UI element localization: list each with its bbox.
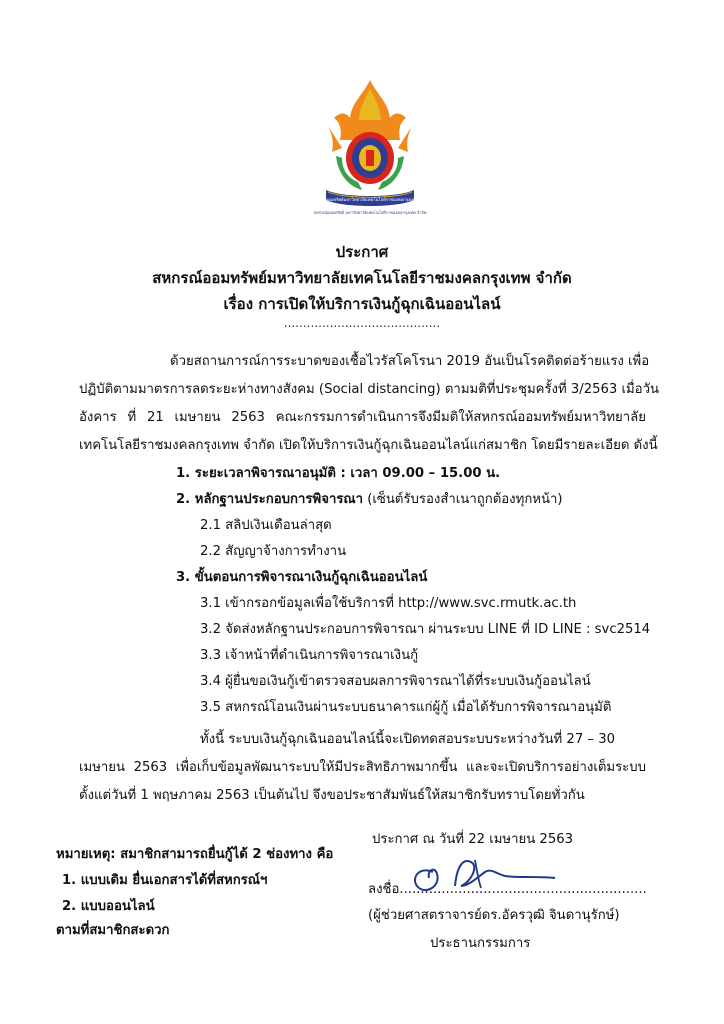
organization-name: สหกรณ์ออมทรัพย์มหาวิทยาลัยเทคโนโลยีราชมงคลกรุงเทพ จำกัด: [152, 269, 572, 287]
item-2-note: (เซ็นต์รับรองสำเนาถูกต้องทุกหน้า): [363, 492, 563, 507]
item-2-documents: [176, 486, 563, 515]
item-2-1: 2.1 สลิปเงินเดือนล่าสุด: [200, 518, 332, 533]
item-3-1: 3.1 เข้ากรอกข้อมูลเพื่อใช้บริการที่ http://www.svc.rmutk.ac.th: [200, 596, 577, 611]
signature-dots: ...........................................................: [399, 882, 647, 897]
item-3-4: 3.4 ผู้ยื่นขอเงินกู้เข้าตรวจสอบผลการพิจารณาได้ที่ระบบเงินกู้ออนไลน์: [200, 674, 591, 689]
closing-line-1: ทั้งนี้ ระบบเงินกู้ฉุกเฉินออนไลน์นี้จะเปิดทดสอบระบบระหว่างวันที่ 27 – 30: [200, 732, 615, 747]
closing-line-3: ตั้งแต่วันที่ 1 พฤษภาคม 2563 เป็นต้นไป จึงขอประชาสัมพันธ์ให้สมาชิกรับทราบโดยทั่วกัน: [79, 788, 585, 803]
intro-line-4: เทคโนโลยีราชมงคลกรุงเทพ จำกัด เปิดให้บริการเงินกู้ฉุกเฉินออนไลน์แก่สมาชิก โดยมีรายละเอียด ดังนี้: [79, 438, 658, 453]
item-3-2: 3.2 จัดส่งหลักฐานประกอบการพิจารณา ผ่านระบบ LINE ที่ ID LINE : svc2514: [200, 622, 651, 637]
item-3-procedure: 3. ขั้นตอนการพิจารณาเงินกู้ฉุกเฉินออนไลน์: [176, 570, 428, 585]
item-2-2: 2.2 สัญญาจ้างการทำงาน: [200, 544, 347, 559]
logo-bottom-text: สหกรณ์ออมทรัพย์ มหาวิทยาลัยเทคโนโลยีราชมงคลกรุงเทพ จำกัด: [313, 210, 427, 215]
note-option-1: 1. แบบเดิม ยื่นเอกสารได้ที่สหกรณ์ฯ: [62, 873, 268, 888]
closing-line-2: เมษายน 2563 เพื่อเก็บข้อมูลพัฒนาระบบให้มีประสิทธิภาพมากขึ้น และจะเปิดบริการอย่างเต็มระบบ: [79, 760, 646, 775]
signatory-name: (ผู้ช่วยศาสตราจารย์ดร.อัครวุฒิ จินดานุรักษ์): [368, 908, 620, 923]
university-emblem-logo: [311, 78, 429, 228]
announcement-subject: เรื่อง การเปิดให้บริการเงินกู้ฉุกเฉินออนไลน์: [223, 295, 501, 313]
note-title: หมายเหตุ: สมาชิกสามารถยื่นกู้ได้ 2 ช่องทาง คือ: [56, 847, 334, 862]
announcement-date: ประกาศ ณ วันที่ 22 เมษายน 2563: [372, 832, 573, 847]
intro-line-2: ปฏิบัติตามมาตรการลดระยะห่างทางสังคม (Social distancing) ตามมติที่ประชุมครั้งที่ 3/2563 เมื่อวัน: [79, 382, 660, 397]
signatory-position: ประธานกรรมการ: [430, 936, 531, 951]
item-2-heading: 2. หลักฐานประกอบการพิจารณา: [176, 492, 364, 507]
announcement-title: ประกาศ: [335, 243, 389, 261]
item-1-approval-time: 1. ระยะเวลาพิจารณาอนุมัติ : เวลา 09.00 – 15.00 น.: [176, 466, 501, 481]
note-option-2: 2. แบบออนไลน์: [62, 899, 155, 914]
logo-ribbon-text: สหกรณ์ออมทรัพย์มหาวิทยาลัยเทคโนโลยีราชมงคลกรุงเทพ จำกัด: [311, 197, 429, 202]
intro-line-3: อังคาร ที่ 21 เมษายน 2563 คณะกรรมการดำเนินการจึงมีมติให้สหกรณ์ออมทรัพย์มหาวิทยาลัย: [79, 410, 646, 425]
intro-line-1: ด้วยสถานการณ์การระบาดของเชื้อไวรัสโคโรนา 2019 อันเป็นโรคติดต่อร้ายแรง เพื่อ: [170, 354, 650, 369]
note-tail: ตามที่สมาชิกสะดวก: [56, 923, 170, 938]
handwritten-signature: [405, 852, 565, 898]
signature-label: ลงชื่อ: [368, 882, 400, 897]
item-3-3: 3.3 เจ้าหน้าที่ดำเนินการพิจารณาเงินกู้: [200, 648, 419, 663]
header-divider-dots: .........................................: [283, 316, 441, 330]
item-3-5: 3.5 สหกรณ์โอนเงินผ่านระบบธนาคารแก่ผู้กู้ เมื่อได้รับการพิจารณาอนุมัติ: [200, 700, 612, 715]
